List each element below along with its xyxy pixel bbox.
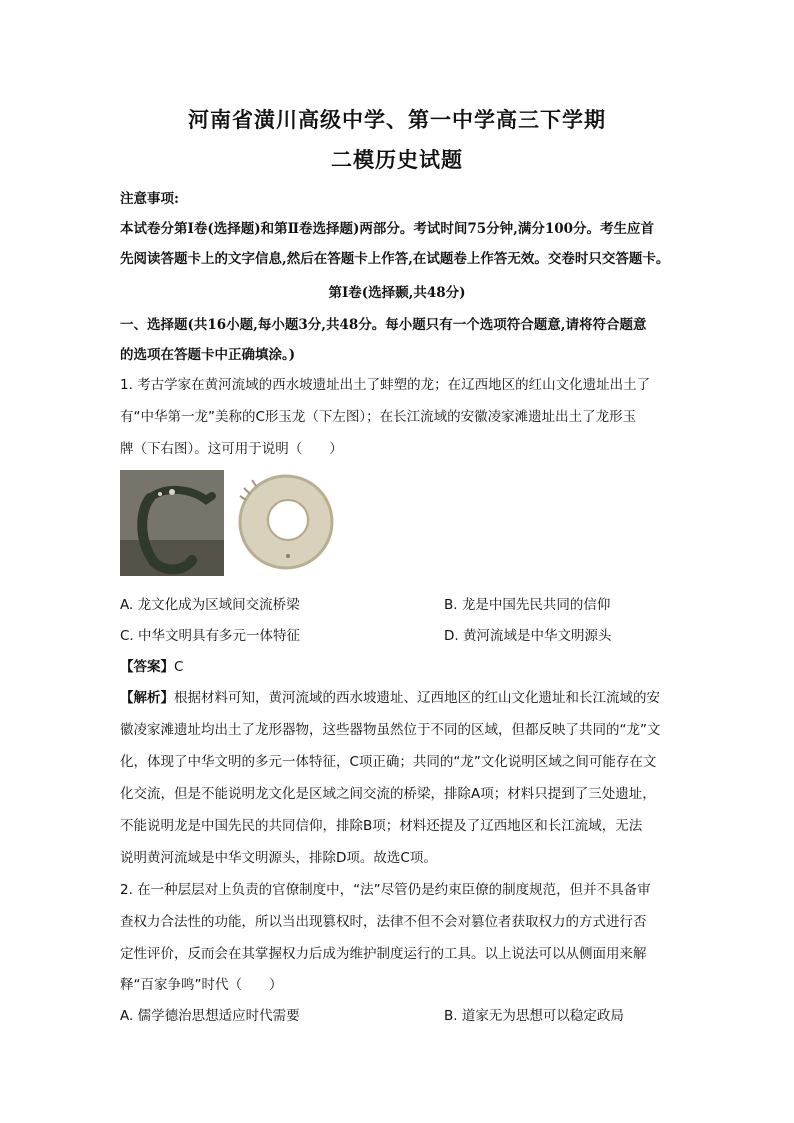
q2-stem-line-4: 释“百家争鸣”时代（ ）: [120, 977, 283, 993]
q1-analysis-line-6: 说明黄河流域是中华文明源头，排除D项。故选C项。: [120, 850, 437, 866]
q1-stem-line-1: 1. 考古学家在黄河流域的西水坡遗址出土了蚌塑的龙；在辽西地区的红山文化遗址出土了: [120, 377, 651, 393]
q1-analysis-line-1: [120, 686, 680, 706]
notice-heading: 注意事项:: [120, 191, 179, 207]
section-intro-line-1: 一、选择题(共16小题,每小题3分,共48分。每小题只有一个选项符合题意,请将符合题意: [120, 317, 647, 333]
q1-option-a: A. 龙文化成为区域间交流桥梁: [120, 597, 300, 613]
answer-value: C: [174, 659, 184, 675]
q1-stem-line-3: 牌（下右图）。这可用于说明（ ）: [120, 441, 343, 457]
notice-line-2: 先阅读答题卡上的文字信息,然后在答题卡上作答,在试题卷上作答无效。交卷时只交答题卡。: [120, 251, 670, 267]
page-title-line2: 二模历史试题: [331, 147, 463, 172]
q1-analysis-line-5: 不能说明龙是中国先民的共同信仰，排除B项；材料还提及了辽西地区和长江流域，无法: [120, 818, 643, 834]
q1-analysis-line-2: 徽凌家滩遗址均出土了龙形器物，这些器物虽然位于不同的区域，但都反映了共同的“龙”文: [120, 722, 661, 738]
analysis-tag: 【解析】: [120, 690, 174, 706]
page-title-line1: 河南省潢川高级中学、第一中学高三下学期: [188, 107, 606, 132]
q2-option-a: A. 儒学德治思想适应时代需要: [120, 1008, 300, 1024]
q1-option-d: D. 黄河流域是中华文明源头: [444, 628, 612, 644]
notice-line-1: 本试卷分第Ⅰ卷(选择题)和第Ⅱ卷选择题)两部分。考试时间75分钟,满分100分。考生应首: [120, 221, 655, 237]
q1-option-c: C. 中华文明具有多元一体特征: [120, 628, 301, 644]
c-shaped-jade-dragon-image: [120, 470, 224, 576]
q1-stem-line-2: 有“中华第一龙”美称的C形玉龙（下左图）；在长江流域的安徽凌家滩遗址出土了龙形玉: [120, 409, 637, 425]
q2-stem-line-1: 2. 在一种层层对上负责的官僚制度中，“法”尽管仍是约束臣僚的制度规范，但并不具备审: [120, 882, 651, 898]
q1-option-b: B. 龙是中国先民共同的信仰: [444, 597, 611, 613]
q1-analysis-line-3: 化，体现了中华文明的多元一体特征，C项正确；共同的“龙”文化说明区域之间可能存在文: [120, 754, 657, 770]
q2-stem-line-2: 查权力合法性的功能，所以当出现篡权时，法律不但不会对篡位者获取权力的方式进行否: [120, 914, 647, 930]
q2-stem-line-3: 定性评价，反而会在其掌握权力后成为维护制度运行的工具。以上说法可以从侧面用来解: [120, 946, 647, 962]
jade-dragon-plaque-image: [228, 470, 342, 576]
section-intro-line-2: 的选项在答题卡中正确填涂。): [120, 347, 296, 363]
q1-analysis-line-4: 化交流，但是不能说明龙文化是区域之间交流的桥梁，排除A项；材料只提到了三处遗址，: [120, 786, 656, 802]
q1-answer: [120, 655, 680, 675]
section-title: 第Ⅰ卷(选择颞,共48分): [328, 285, 466, 301]
analysis-text-1: 根据材料可知，黄河流域的西水坡遗址、辽西地区的红山文化遗址和长江流域的安: [174, 690, 660, 706]
q2-option-b: B. 道家无为思想可以稳定政局: [444, 1008, 624, 1024]
answer-tag: 【答案】: [120, 659, 174, 675]
